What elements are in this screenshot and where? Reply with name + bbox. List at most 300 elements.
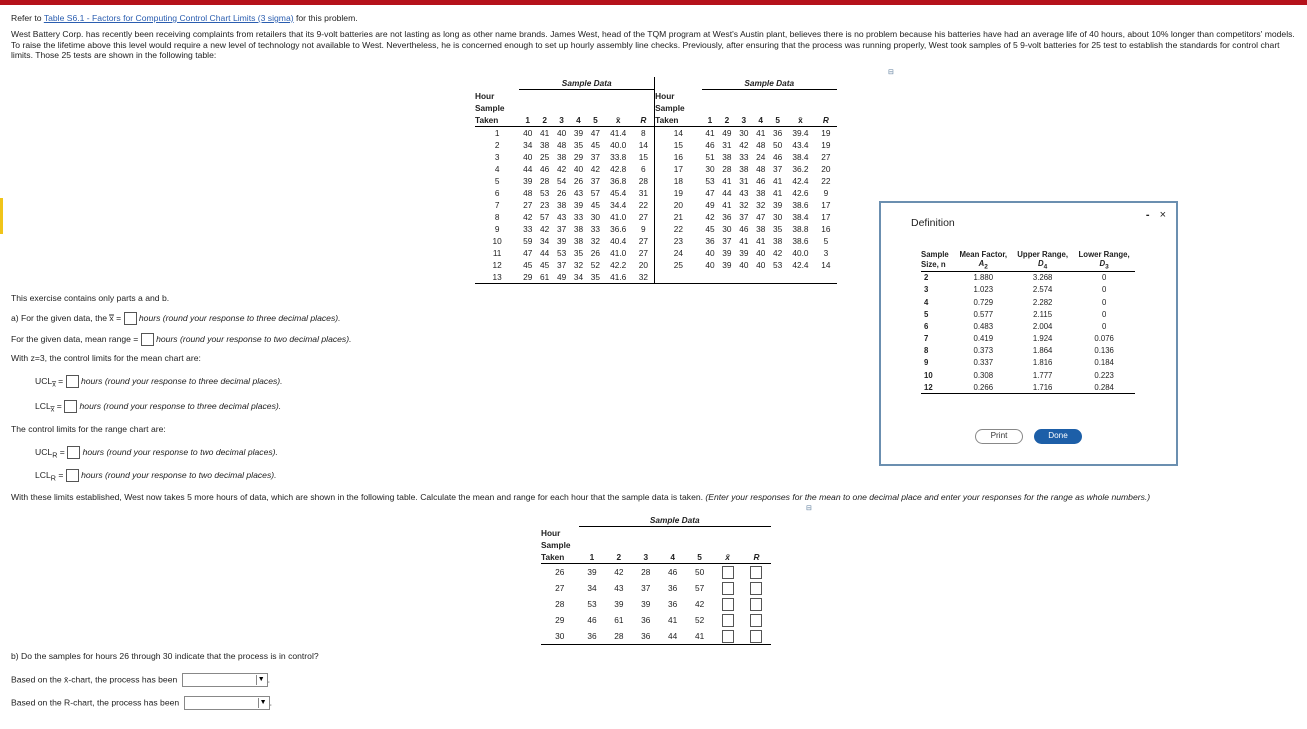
factors-cell: 0.577 <box>973 309 994 319</box>
table-cell: 35 <box>573 248 584 258</box>
ucl-r-input[interactable] <box>67 446 80 459</box>
table-cell: 42 <box>590 164 601 174</box>
table-cell: 48 <box>756 164 766 174</box>
table-cell: 19 <box>821 140 831 150</box>
table-cell: 15 <box>638 152 648 162</box>
hour-header: Sample <box>655 102 702 114</box>
table-cell: 40 <box>523 128 533 138</box>
table-cell: 36 <box>587 631 597 641</box>
table-row <box>475 163 837 175</box>
hour-header: Hour <box>475 90 495 101</box>
table-cell: 41.4 <box>610 128 627 138</box>
table-cell <box>815 271 837 284</box>
factors-row <box>921 345 1135 357</box>
table-cell: 22 <box>821 176 831 186</box>
table-cell: 39 <box>614 599 624 609</box>
table-cell: 47 <box>590 128 601 138</box>
col-header: 3 <box>741 115 747 125</box>
table-cell: 34 <box>573 272 584 282</box>
range-answer-input[interactable] <box>750 630 762 643</box>
col-header <box>742 527 771 540</box>
table-cell: 57 <box>590 188 601 198</box>
range-answer-input[interactable] <box>750 598 762 611</box>
problem-paragraph: West Battery Corp. has recently been receiving complaints from retailers that its 9-volt batteries are not lasting as long as other name brands. James West, head of the TQM program at West's Austin plant, believes there is no problem because his batteries have had an average life of 40 hours, about 10% longer than competitors' models. To raise the lifetime above this level would require a new level of technology not available to West. Nevertheless, he is concerned enough to set up hourly assembly line checks. Previously, after ensuring that the process was running properly, West took samples of 5 9-volt batteries for 25 test to establish the standards for control chart limits. Those 25 tests are shown in the following table: <box>11 29 1295 60</box>
table-row <box>475 211 837 223</box>
question-b: b) Do the samples for hours 26 through 30 indicate that the process is in control? <box>11 651 319 661</box>
col-header <box>587 102 604 114</box>
factors-cell: 2.115 <box>1033 309 1053 319</box>
table-cell: 11 <box>492 248 502 258</box>
table-cell: 26 <box>590 248 601 258</box>
table-row <box>475 235 837 247</box>
col-header <box>659 539 686 551</box>
lcl-x-input[interactable] <box>64 400 77 413</box>
table-cell: 46 <box>587 615 597 625</box>
table-row <box>541 612 771 628</box>
table-cell: 42.8 <box>610 164 627 174</box>
table-cell: 48 <box>523 188 533 198</box>
table-cell: 43 <box>556 212 567 222</box>
col-header: 2 <box>724 115 730 125</box>
table-row <box>475 127 837 140</box>
table-cell: 41 <box>668 615 678 625</box>
factors-cell: 4 <box>924 297 929 307</box>
factors-cell: 2.574 <box>1032 285 1053 295</box>
hour-header: Hour <box>655 90 702 103</box>
table-row <box>541 596 771 612</box>
table-cell: 43 <box>614 583 624 593</box>
table-cell: 42.6 <box>792 188 809 198</box>
xbar-answer-input[interactable] <box>722 630 734 643</box>
col-header <box>686 539 713 551</box>
factors-row <box>921 357 1135 369</box>
range-answer-input[interactable] <box>750 582 762 595</box>
table-cell: 38.6 <box>792 236 809 246</box>
xbar-answer-input[interactable] <box>722 566 734 579</box>
factors-cell: 7 <box>924 334 929 344</box>
factors-row <box>921 284 1135 296</box>
table-cell: 38 <box>739 164 749 174</box>
table-cell: 53 <box>587 599 597 609</box>
table-cell: 48 <box>756 140 766 150</box>
table-cell: 30 <box>773 212 783 222</box>
table-cell: 24 <box>756 152 766 162</box>
table-row <box>475 259 837 271</box>
factors-cell: 3.268 <box>1032 273 1053 283</box>
table-cell: 40 <box>739 260 749 270</box>
table-cell: 44 <box>540 248 550 258</box>
col-header <box>536 90 553 103</box>
table-cell: 33.8 <box>610 152 627 162</box>
table-cell: 44 <box>668 631 678 641</box>
xbar-answer-input[interactable] <box>722 614 734 627</box>
ucl-x-input[interactable] <box>66 375 79 388</box>
table-cell: 46 <box>668 567 678 577</box>
new-sample-table <box>541 514 771 645</box>
table-cell: 15 <box>655 139 702 151</box>
table-cell: 41 <box>739 236 749 246</box>
table-cell: 28 <box>540 176 550 186</box>
table-cell: 40 <box>705 260 715 270</box>
table-s6-1-link[interactable]: Table S6.1 - Factors for Computing Control Chart Limits (3 sigma) <box>43 13 294 23</box>
factors-cell: 0 <box>1101 309 1107 319</box>
factors-cell: 5 <box>924 309 929 319</box>
col-header <box>605 539 632 551</box>
table-cell: 50 <box>694 567 705 577</box>
range-answer-input[interactable] <box>750 614 762 627</box>
table-cell: 5 <box>823 236 829 246</box>
factors-cell: 0.337 <box>973 358 994 368</box>
table-cell: 40.0 <box>792 248 809 258</box>
table-cell: 25 <box>655 259 702 271</box>
dialog-controls <box>1146 209 1166 221</box>
table-cell: 39.4 <box>792 128 809 138</box>
factors-cell: 12 <box>924 382 933 392</box>
table-cell: 22 <box>638 200 648 210</box>
col-header <box>605 527 632 540</box>
range-chart-line: The control limits for the range chart are: <box>11 424 166 434</box>
col-header: 4 <box>576 115 581 125</box>
table-cell: 54 <box>556 176 567 186</box>
table-cell: 44 <box>722 188 732 198</box>
factors-cell: 0 <box>1101 321 1107 331</box>
table-cell: 17 <box>821 200 831 210</box>
table-cell: 33 <box>573 212 584 222</box>
table-cell: 9 <box>641 224 646 234</box>
table-cell: 16 <box>821 224 831 234</box>
table-cell: 41 <box>694 631 705 641</box>
factors-header-0: Sample <box>921 249 949 259</box>
table-cell: 46 <box>739 224 749 234</box>
table-cell: 38 <box>722 152 732 162</box>
col-header <box>713 539 742 551</box>
hour-header: Sample <box>475 103 505 113</box>
table-cell: 30 <box>555 631 565 641</box>
table-cell: 38 <box>756 224 766 234</box>
table-cell: 14 <box>638 140 648 150</box>
table-cell: 29 <box>555 615 565 625</box>
table-cell: 17 <box>821 212 831 222</box>
col-header <box>587 90 604 103</box>
done-button[interactable]: Done <box>1034 429 1082 444</box>
table-cell: 41 <box>773 176 783 186</box>
col-header <box>632 527 659 540</box>
table-cell: 7 <box>494 200 500 210</box>
table-cell: 52 <box>694 615 705 625</box>
table-cell: 31 <box>638 188 648 198</box>
col-header <box>579 539 606 551</box>
table-cell: 8 <box>641 128 646 138</box>
col-header <box>735 102 752 114</box>
col-header <box>633 90 655 103</box>
table-cell: 28 <box>641 567 651 577</box>
table-cell: 28 <box>614 631 624 641</box>
table-cell: 8 <box>494 212 500 222</box>
definition-dialog <box>879 201 1178 466</box>
table-cell: 3 <box>823 248 829 258</box>
table-cell: 30 <box>705 164 715 174</box>
left-accent-bar <box>0 198 3 234</box>
table-cell: 39 <box>641 599 651 609</box>
table-cell: 53 <box>556 248 567 258</box>
hour-header: Taken <box>475 115 499 125</box>
col-header: x̄ <box>798 115 803 125</box>
table-cell: 35 <box>773 224 783 234</box>
table-cell: 42.4 <box>792 260 809 270</box>
factors-row <box>921 369 1135 381</box>
table-cell: 36 <box>722 212 732 222</box>
factors-row <box>921 308 1135 320</box>
table-cell: 39 <box>773 200 783 210</box>
col-header <box>718 102 735 114</box>
table-cell: 27 <box>821 152 831 162</box>
table-cell: 36 <box>705 236 715 246</box>
table-cell: 45 <box>705 224 715 234</box>
xbar-answer-input[interactable] <box>722 582 734 595</box>
table-row <box>541 628 771 645</box>
xbar-answer-input[interactable] <box>722 598 734 611</box>
table-cell: 45 <box>590 200 601 210</box>
table-cell: 10 <box>492 236 502 246</box>
table-cell: 40 <box>573 164 584 174</box>
table-cell: 42.2 <box>610 260 627 270</box>
table-cell: 9 <box>494 224 500 234</box>
factors-cell: 0.266 <box>973 382 994 392</box>
hour-header: Taken <box>655 114 702 127</box>
col-header <box>815 90 837 103</box>
table-cell: 41 <box>705 128 715 138</box>
table-cell: 57 <box>540 212 550 222</box>
table-cell: 20 <box>655 199 702 211</box>
table-cell: 49 <box>705 200 715 210</box>
factors-row <box>921 296 1135 308</box>
table-cell: 17 <box>655 163 702 175</box>
table-cell: 16 <box>655 151 702 163</box>
col-header <box>752 90 769 103</box>
table-row <box>475 139 837 151</box>
hour-header: Taken <box>541 552 565 562</box>
table-cell: 23 <box>540 200 550 210</box>
table-cell: 42 <box>540 224 550 234</box>
table-cell: 37 <box>722 236 732 246</box>
table-cell: 37 <box>590 176 601 186</box>
factors-cell: 0.136 <box>1094 346 1114 356</box>
table-cell: 27 <box>638 236 648 246</box>
table-cell: 43 <box>739 188 749 198</box>
table-cell: 28 <box>722 164 732 174</box>
table-cell: 19 <box>655 187 702 199</box>
b-xbar-row: Based on the x̄-chart, the process has been ▼ . <box>11 673 270 687</box>
table-cell: 40 <box>556 128 567 138</box>
table-cell: 39 <box>739 248 749 258</box>
col-header: R <box>822 115 829 125</box>
table-cell: 26 <box>573 176 584 186</box>
col-header <box>686 527 713 540</box>
table-cell: 39 <box>573 128 584 138</box>
table-cell: 20 <box>638 260 648 270</box>
col-header: 4 <box>670 552 675 562</box>
table-cell: 28 <box>555 599 565 609</box>
table-cell: 20 <box>821 164 831 174</box>
table-cell: 32 <box>756 200 766 210</box>
table-cell: 5 <box>494 176 500 186</box>
table-cell: 32 <box>573 260 584 270</box>
table-cell: 41.0 <box>610 212 627 222</box>
table-cell: 36.2 <box>792 164 809 174</box>
table-cell <box>655 271 702 284</box>
table-cell <box>752 271 769 284</box>
table-cell: 30 <box>722 224 732 234</box>
table-cell: 33 <box>590 224 601 234</box>
table-cell: 42 <box>694 599 705 609</box>
lcl-r-input[interactable] <box>66 469 79 482</box>
table-cell: 36 <box>773 128 783 138</box>
table-cell: 30 <box>590 212 601 222</box>
mean-range-input[interactable] <box>141 333 154 346</box>
col-header <box>536 102 553 114</box>
table-cell: 47 <box>523 248 533 258</box>
factors-cell: 8 <box>924 346 929 356</box>
table-cell: 28 <box>638 176 648 186</box>
table-cell: 49 <box>722 128 732 138</box>
table-cell: 43 <box>573 188 584 198</box>
col-header <box>769 90 786 103</box>
xbar-chart-dropdown[interactable] <box>182 673 268 687</box>
col-header: 2 <box>616 552 622 562</box>
table-cell: 36.6 <box>610 224 627 234</box>
table-cell: 14 <box>821 260 831 270</box>
table-row <box>475 199 837 211</box>
table-cell: 12 <box>492 260 502 270</box>
table-cell: 53 <box>540 188 550 198</box>
table-cell: 6 <box>494 188 500 198</box>
factors-cell: 1.023 <box>973 285 994 295</box>
table-cell: 35 <box>573 140 584 150</box>
table-row <box>475 247 837 259</box>
table-cell: 42 <box>705 212 715 222</box>
table-row <box>541 564 771 581</box>
col-header <box>570 102 587 114</box>
question-a-xbar: a) For the given data, the x̿ = hours (round your response to three decimal places). <box>11 312 341 325</box>
table-cell: 46 <box>540 164 550 174</box>
table-cell: 46 <box>773 152 783 162</box>
table-cell: 38 <box>556 200 567 210</box>
refer-line: Refer to Table S6.1 - Factors for Computing Control Chart Limits (3 sigma) for this problem. <box>11 13 358 23</box>
table-cell: 39 <box>573 200 584 210</box>
chevron-down-icon: ▼ <box>256 675 266 685</box>
factors-cell: 1.880 <box>973 273 994 283</box>
ucl-r-row: $UCL_R$ = hours (round your response to two decimal places). <box>35 446 278 460</box>
col-header <box>519 90 536 103</box>
table-cell: 38 <box>573 236 584 246</box>
table-cell: 30 <box>739 128 749 138</box>
col-header: R <box>640 115 647 125</box>
table-cell: 38.4 <box>792 152 809 162</box>
table-cell: 34.4 <box>610 200 627 210</box>
ucl-x-row: $UCL_{x̿}$ = hours (round your response to three decimal places). <box>35 375 283 389</box>
factors-cell: 2.282 <box>1032 297 1053 307</box>
table-cell: 45 <box>590 140 601 150</box>
copy-marker-icon[interactable]: ⊟ <box>888 69 894 76</box>
table-cell: 40 <box>705 248 715 258</box>
table-row <box>475 151 837 163</box>
sample-table-grid <box>475 77 837 284</box>
range-answer-input[interactable] <box>750 566 762 579</box>
table-row <box>541 580 771 596</box>
table-cell: 38.4 <box>792 212 809 222</box>
col-header: 2 <box>542 115 547 125</box>
factors-cell: 0.308 <box>973 370 994 380</box>
table-cell: 41 <box>722 176 732 186</box>
table-cell: 26 <box>555 567 565 577</box>
table-cell: 57 <box>694 583 705 593</box>
print-button[interactable]: Print <box>975 429 1023 444</box>
table-cell: 59 <box>523 236 533 246</box>
table-cell: 41 <box>540 128 550 138</box>
col-header <box>553 102 570 114</box>
col-header <box>519 102 536 114</box>
table-cell: 32 <box>739 200 749 210</box>
table-cell: 39 <box>722 248 732 258</box>
table-cell: 29 <box>523 272 533 282</box>
table-cell: 47 <box>705 188 715 198</box>
table-cell: 36.8 <box>610 176 627 186</box>
factors-cell: 2 <box>924 273 929 283</box>
table-row <box>475 223 837 235</box>
table-cell: 38 <box>540 140 550 150</box>
table-cell: 61 <box>540 272 550 282</box>
table-cell: 6 <box>641 164 646 174</box>
table-cell: 1 <box>494 128 500 138</box>
factors-cell: 1.716 <box>1032 382 1053 392</box>
table-cell: 14 <box>655 127 702 140</box>
table-cell: 42 <box>523 212 533 222</box>
r-chart-dropdown[interactable] <box>184 696 270 710</box>
col-header <box>735 90 752 103</box>
table-cell: 38 <box>756 188 766 198</box>
table-cell: 37 <box>590 152 601 162</box>
table-cell: 41 <box>773 188 783 198</box>
table-cell: 38 <box>773 236 783 246</box>
table-cell <box>702 271 719 284</box>
factors-cell: 6 <box>924 321 929 331</box>
xbarbar-input[interactable] <box>124 312 137 325</box>
table-cell: 27 <box>555 583 565 593</box>
table-cell: 42 <box>773 248 783 258</box>
col-header: 1 <box>525 115 531 125</box>
factors-cell: 9 <box>924 358 929 368</box>
table-cell: 49 <box>556 272 567 282</box>
close-icon[interactable]: × <box>1159 209 1166 221</box>
col-header <box>579 527 606 540</box>
factors-cell: 0.483 <box>973 321 994 331</box>
table-cell: 40 <box>523 152 533 162</box>
factors-symbol-1: $D_4$ <box>1038 259 1048 271</box>
table-cell: 9 <box>823 188 829 198</box>
table-cell: 23 <box>655 235 702 247</box>
table-cell: 34 <box>540 236 550 246</box>
table-cell: 32 <box>638 272 648 282</box>
table-cell: 41.0 <box>610 248 627 258</box>
copy-marker-icon-2[interactable]: ⊟ <box>806 505 812 512</box>
table-cell: 46 <box>756 176 766 186</box>
table-cell: 41 <box>756 128 766 138</box>
parts-note: This exercise contains only parts a and b. <box>11 293 170 303</box>
z-line: With z=3, the control limits for the mean chart are: <box>11 353 201 363</box>
col-header <box>702 102 719 114</box>
minimize-icon[interactable]: - <box>1145 209 1150 221</box>
col-header: 5 <box>593 115 598 125</box>
